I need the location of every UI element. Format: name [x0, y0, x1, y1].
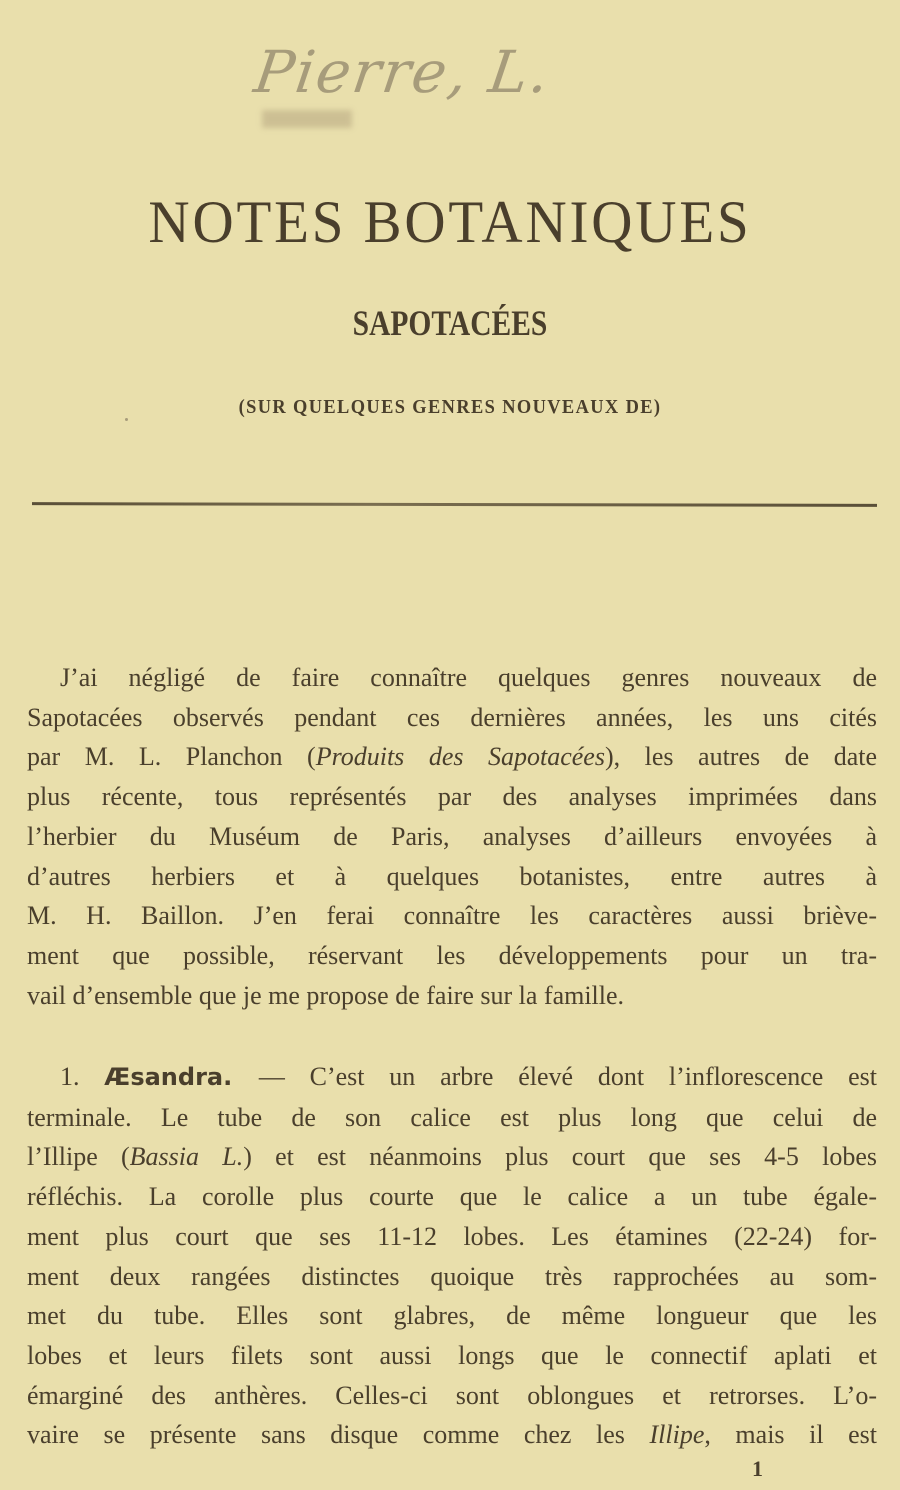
text-line: [27, 936, 877, 976]
text-run: ment deux rangées distinctes quoique très rapprochées au som-: [27, 1261, 877, 1291]
intro-paragraph: [27, 658, 877, 1015]
section-title: SAPOTACÉES: [352, 303, 548, 343]
genus-name: Æsandra.: [104, 1063, 259, 1091]
text-run: , mais il est: [704, 1420, 877, 1450]
italic-citation: Illipe: [649, 1420, 705, 1450]
page-number: 1: [752, 1456, 763, 1481]
text-line: [27, 1137, 877, 1177]
text-run: l’herbier du Muséum de Paris, analyses d’ailleurs envoyées à: [27, 821, 877, 851]
text-line: [27, 1415, 877, 1455]
handwritten-annotation: Pierre, L.: [250, 38, 556, 106]
text-run: par M. L. Planchon (: [27, 742, 316, 772]
text-run: vail d’ensemble que je me propose de faire sur la famille.: [27, 980, 625, 1010]
text-run: terminale. Le tube de son calice est plus long que celui de: [27, 1102, 877, 1132]
section-subtitle: (SUR QUELQUES GENRES NOUVEAUX DE): [238, 396, 662, 418]
stray-mark: [125, 418, 128, 421]
section-number: 1.: [60, 1062, 105, 1091]
italic-citation: Bassia L.: [129, 1142, 244, 1172]
text-line: [27, 896, 877, 936]
text-run: met du tube. Elles sont glabres, de même longueur que les: [27, 1301, 877, 1331]
text-run: émarginé des anthères. Celles-ci sont oblongues et retrorses. L’o-: [27, 1380, 877, 1410]
text-line: [27, 1336, 877, 1376]
text-run: — C’est un arbre élevé dont l’inflorescence est: [258, 1062, 877, 1091]
text-line: [27, 1217, 877, 1257]
ink-smudge: [262, 110, 352, 128]
text-line: [27, 1098, 877, 1138]
text-line: [27, 1296, 877, 1336]
text-run: Sapotacées observés pendant ces dernières années, les uns cités: [27, 702, 877, 732]
page-title: NOTES BOTANIQUES: [148, 189, 752, 255]
text-line: [27, 976, 877, 1016]
aesandra-paragraph: [27, 1057, 877, 1455]
text-line: [27, 857, 877, 897]
text-run: d’autres herbiers et à quelques botanistes, entre autres à: [27, 861, 877, 891]
text-run: ) et est néanmoins plus court que ses 4-5 lobes: [243, 1142, 877, 1172]
text-run: ment plus court que ses 11-12 lobes. Les étamines (22-24) for-: [27, 1221, 877, 1251]
text-run: vaire se présente sans disque comme chez les: [27, 1420, 650, 1450]
text-run: lobes et leurs filets sont aussi longs que le connectif aplati et: [27, 1340, 877, 1370]
text-line: [27, 737, 877, 777]
text-line: [27, 658, 877, 698]
text-run: plus récente, tous représentés par des analyses imprimées dans: [27, 782, 877, 812]
italic-citation: Produits des Sapotacées: [315, 742, 605, 772]
text-run: l’Illipe (: [27, 1142, 130, 1172]
text-line: [27, 1177, 877, 1217]
text-line: [27, 1257, 877, 1297]
horizontal-rule: [32, 502, 877, 507]
text-line: [27, 1057, 877, 1098]
text-run: J’ai négligé de faire connaître quelques genres nouveaux de: [60, 663, 877, 692]
text-run: réfléchis. La corolle plus courte que le calice a un tube égale-: [27, 1182, 877, 1212]
text-run: ment que possible, réservant les développements pour un tra-: [27, 940, 877, 970]
text-line: [27, 777, 877, 817]
text-run: M. H. Baillon. J’en ferai connaître les caractères aussi briève-: [27, 901, 877, 931]
text-run: ), les autres de date: [604, 742, 878, 772]
text-line: [27, 817, 877, 857]
text-line: [27, 1376, 877, 1416]
text-line: [27, 698, 877, 738]
